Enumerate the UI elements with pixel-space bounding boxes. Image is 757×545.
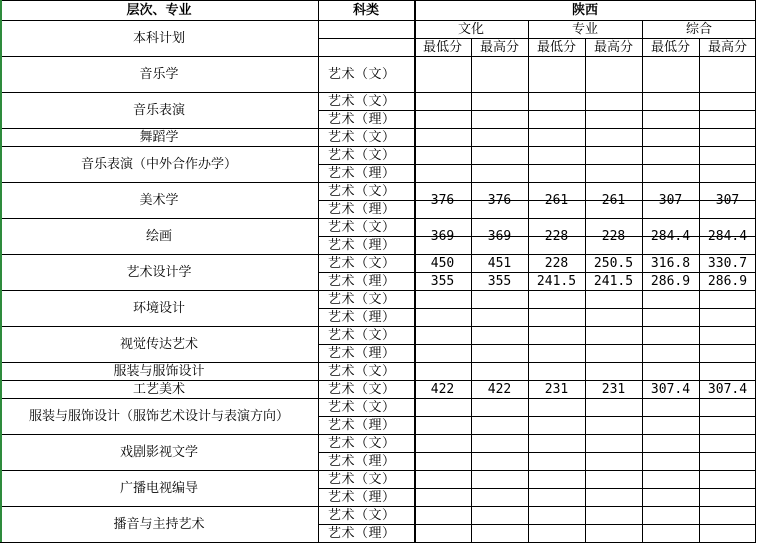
- score-cell: [528, 362, 585, 380]
- score-cell-merged: 369: [430, 228, 455, 244]
- score-cell: [699, 506, 756, 524]
- score-cell: 355: [430, 273, 455, 289]
- score-cell: 422: [430, 381, 455, 397]
- score-cell: [471, 398, 528, 416]
- score-cell: [414, 308, 471, 326]
- score-cell: [528, 524, 585, 542]
- score-cell: [471, 308, 528, 326]
- score-cell: [528, 56, 585, 92]
- score-cell: [642, 344, 699, 362]
- score-cell-merged: 307: [658, 192, 683, 208]
- score-cell: [528, 128, 585, 146]
- score-cell: [528, 452, 585, 470]
- score-cell: [699, 344, 756, 362]
- score-cell: [585, 56, 642, 92]
- score-cell: [471, 470, 528, 488]
- score-cell: [585, 470, 642, 488]
- score-cell: [414, 506, 471, 524]
- score-cell: [585, 110, 642, 128]
- score-cell: [471, 290, 528, 308]
- score-cell: [642, 506, 699, 524]
- score-cell: [471, 434, 528, 452]
- score-cell: 241.5: [536, 273, 577, 289]
- section-label: 本科计划: [132, 30, 185, 46]
- score-cell: [528, 110, 585, 128]
- category-cell: 艺术（文）: [328, 255, 396, 271]
- score-cell: 355: [487, 273, 512, 289]
- score-cell: [414, 344, 471, 362]
- score-cell: [585, 326, 642, 344]
- major-name: 工艺美术: [132, 381, 185, 397]
- score-cell: [699, 110, 756, 128]
- category-cell: 艺术（理）: [328, 111, 396, 127]
- major-name: 环境设计: [132, 300, 185, 316]
- score-cell: [699, 290, 756, 308]
- score-cell: [414, 470, 471, 488]
- score-cell: [414, 452, 471, 470]
- min-score-header: 最低分: [422, 39, 462, 55]
- score-cell: [414, 488, 471, 506]
- score-cell: [414, 434, 471, 452]
- score-cell: [528, 164, 585, 182]
- score-cell: 241.5: [593, 273, 634, 289]
- score-cell: [642, 524, 699, 542]
- score-cell: [528, 326, 585, 344]
- score-cell: [471, 524, 528, 542]
- score-cell: 228: [544, 255, 569, 271]
- score-cell: [585, 434, 642, 452]
- major-name: 艺术设计学: [126, 264, 192, 280]
- major-name: 音乐表演: [132, 102, 185, 118]
- category-cell: 艺术（理）: [328, 525, 396, 541]
- score-cell: [699, 524, 756, 542]
- score-cell: [699, 470, 756, 488]
- category-cell: 艺术（文）: [328, 66, 396, 82]
- category-cell: 艺术（理）: [328, 309, 396, 325]
- score-cell: [585, 524, 642, 542]
- score-cell: [585, 416, 642, 434]
- score-cell: [642, 452, 699, 470]
- score-cell: [642, 128, 699, 146]
- score-cell: [414, 92, 471, 110]
- score-cell: [471, 344, 528, 362]
- score-cell: [699, 434, 756, 452]
- score-cell: [585, 488, 642, 506]
- score-cell: [414, 326, 471, 344]
- score-cell: [699, 488, 756, 506]
- score-cell: [642, 146, 699, 164]
- group-header: 文化: [457, 21, 484, 37]
- major-name: 服装与服饰设计: [113, 363, 205, 379]
- score-cell: [528, 506, 585, 524]
- major-name: 广播电视编导: [119, 480, 198, 496]
- score-cell: [414, 164, 471, 182]
- category-cell: 艺术（文）: [328, 183, 396, 199]
- score-cell-merged: 307: [715, 192, 740, 208]
- score-cell: [414, 146, 471, 164]
- score-cell: [528, 470, 585, 488]
- major-name: 服装与服饰设计（服饰艺术设计与表演方向）: [28, 408, 289, 424]
- score-cell: [585, 362, 642, 380]
- max-score-header: 最高分: [479, 39, 519, 55]
- score-cell: [471, 146, 528, 164]
- category-cell: 艺术（文）: [328, 435, 396, 451]
- score-cell: 231: [544, 381, 569, 397]
- column-header-province: 陕西: [571, 2, 598, 18]
- score-cell: [642, 470, 699, 488]
- score-cell: [642, 110, 699, 128]
- score-cell: [414, 56, 471, 92]
- score-cell: 450: [430, 255, 455, 271]
- score-cell: [414, 416, 471, 434]
- score-cell: [585, 344, 642, 362]
- score-cell: [528, 416, 585, 434]
- score-cell: [585, 506, 642, 524]
- score-cell: 307.4: [707, 381, 748, 397]
- score-cell: [585, 290, 642, 308]
- score-cell: [585, 164, 642, 182]
- score-cell: [471, 326, 528, 344]
- score-cell: [471, 128, 528, 146]
- score-cell: [414, 128, 471, 146]
- score-cell: [699, 128, 756, 146]
- score-cell: [699, 56, 756, 92]
- category-cell: 艺术（理）: [328, 201, 396, 217]
- score-cell: [585, 398, 642, 416]
- major-name: 播音与主持艺术: [113, 516, 205, 532]
- score-cell-merged: 228: [544, 228, 569, 244]
- score-cell: [528, 398, 585, 416]
- min-score-header: 最低分: [650, 39, 690, 55]
- score-cell-merged: 261: [601, 192, 626, 208]
- category-cell: 艺术（文）: [328, 471, 396, 487]
- score-cell: [699, 92, 756, 110]
- score-cell: [471, 92, 528, 110]
- column-header-major: 层次、专业: [126, 2, 192, 18]
- score-cell: [699, 326, 756, 344]
- score-cell: 307.4: [650, 381, 691, 397]
- score-cell: [471, 416, 528, 434]
- score-cell: 286.9: [707, 273, 748, 289]
- score-cell: [642, 398, 699, 416]
- score-cell: [585, 146, 642, 164]
- category-cell: 艺术（文）: [328, 381, 396, 397]
- score-cell: 330.7: [707, 255, 748, 271]
- score-cell: [642, 92, 699, 110]
- category-cell: 艺术（文）: [328, 291, 396, 307]
- score-cell: [642, 164, 699, 182]
- score-cell: [528, 344, 585, 362]
- group-header: 专业: [571, 21, 598, 37]
- category-cell: 艺术（文）: [328, 399, 396, 415]
- score-cell: 286.9: [650, 273, 691, 289]
- score-cell-merged: 376: [487, 192, 512, 208]
- score-cell: [528, 290, 585, 308]
- score-cell: [585, 308, 642, 326]
- score-cell: [528, 434, 585, 452]
- major-name: 视觉传达艺术: [119, 336, 198, 352]
- score-cell: [642, 362, 699, 380]
- category-cell: 艺术（文）: [328, 327, 396, 343]
- major-name: 舞蹈学: [139, 129, 179, 145]
- category-cell: 艺术（文）: [328, 219, 396, 235]
- score-cell: [414, 290, 471, 308]
- score-cell: 316.8: [650, 255, 691, 271]
- score-cell: [585, 92, 642, 110]
- category-cell: 艺术（理）: [328, 453, 396, 469]
- score-cell: [699, 416, 756, 434]
- score-cell: [528, 92, 585, 110]
- score-cell: [471, 452, 528, 470]
- category-cell: 艺术（理）: [328, 273, 396, 289]
- score-cell: 250.5: [593, 255, 634, 271]
- score-cell: 451: [487, 255, 512, 271]
- category-cell: 艺术（文）: [328, 129, 396, 145]
- score-cell: [642, 308, 699, 326]
- score-cell: 231: [601, 381, 626, 397]
- score-cell: [471, 164, 528, 182]
- category-cell: 艺术（文）: [328, 363, 396, 379]
- score-cell: [414, 524, 471, 542]
- score-cell: [471, 506, 528, 524]
- score-cell: [642, 326, 699, 344]
- score-cell: [699, 398, 756, 416]
- major-name: 音乐学: [139, 66, 179, 82]
- score-cell-merged: 261: [544, 192, 569, 208]
- score-cell-merged: 376: [430, 192, 455, 208]
- category-cell: 艺术（理）: [328, 237, 396, 253]
- major-name: 美术学: [139, 192, 179, 208]
- category-cell: 艺术（理）: [328, 417, 396, 433]
- score-cell: [699, 452, 756, 470]
- score-cell: [699, 146, 756, 164]
- max-score-header: 最高分: [593, 39, 633, 55]
- category-cell: 艺术（文）: [328, 507, 396, 523]
- score-cell-merged: 228: [601, 228, 626, 244]
- group-header: 综合: [685, 21, 712, 37]
- score-cell: [471, 488, 528, 506]
- min-score-header: 最低分: [536, 39, 576, 55]
- score-cell: [585, 128, 642, 146]
- column-header-category: 科类: [352, 2, 379, 18]
- category-cell: 艺术（文）: [328, 147, 396, 163]
- score-cell: [414, 398, 471, 416]
- score-cell-merged: 284.4: [707, 228, 748, 244]
- major-name: 音乐表演（中外合作办学）: [80, 156, 237, 172]
- major-name: 绘画: [145, 228, 172, 244]
- score-cell: [699, 164, 756, 182]
- score-cell: [528, 488, 585, 506]
- major-name: 戏剧影视文学: [119, 444, 198, 460]
- score-cell: [585, 452, 642, 470]
- score-cell: [642, 56, 699, 92]
- score-cell: [528, 308, 585, 326]
- score-cell: [414, 110, 471, 128]
- score-cell-merged: 369: [487, 228, 512, 244]
- score-cell: [642, 488, 699, 506]
- category-cell: 艺术（理）: [328, 489, 396, 505]
- category-cell: 艺术（理）: [328, 165, 396, 181]
- max-score-header: 最高分: [707, 39, 747, 55]
- score-cell: [414, 362, 471, 380]
- score-cell: [642, 290, 699, 308]
- score-cell: [642, 434, 699, 452]
- category-cell: 艺术（理）: [328, 345, 396, 361]
- score-cell: [471, 110, 528, 128]
- score-cell-merged: 284.4: [650, 228, 691, 244]
- score-cell: [642, 416, 699, 434]
- score-cell: [699, 362, 756, 380]
- score-cell: [528, 146, 585, 164]
- score-cell: 422: [487, 381, 512, 397]
- score-cell: [699, 308, 756, 326]
- category-cell: 艺术（文）: [328, 93, 396, 109]
- score-cell: [471, 56, 528, 92]
- score-cell: [471, 362, 528, 380]
